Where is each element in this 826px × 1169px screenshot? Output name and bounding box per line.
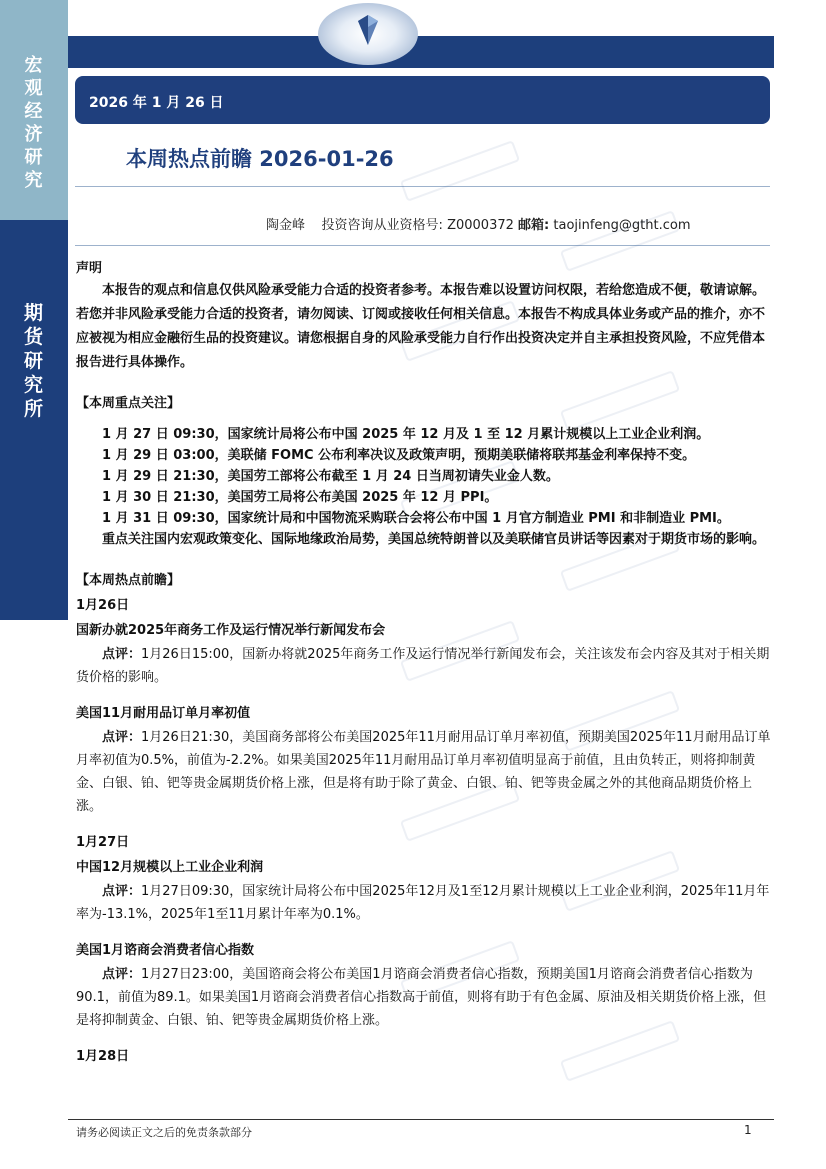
event-title: 国新办就2025年商务工作及运行情况举行新闻发布会 — [76, 623, 386, 638]
preview-list — [76, 595, 772, 1067]
event-title: 美国11月耐用品订单月率初值 — [76, 706, 251, 721]
event-comment — [76, 880, 772, 926]
report-date: 2026 年 1 月 26 日 — [89, 95, 224, 111]
sidebar-char: 货 — [23, 326, 44, 348]
focus-item: 1 月 29 日 21:30，美国劳工部将公布截至 1 月 24 日当周初请失业金人数。 — [102, 469, 559, 484]
qualification-label: 投资咨询从业资格号: — [321, 218, 443, 233]
event-comment — [76, 726, 772, 818]
sidebar-char: 究 — [24, 170, 44, 191]
disclaimer-heading: 声明 — [76, 261, 103, 276]
header-band — [68, 36, 774, 68]
sidebar-label-macro — [0, 54, 68, 192]
comment-label: 点评： — [102, 967, 142, 982]
company-logo — [318, 3, 418, 65]
comment-label: 点评： — [102, 647, 142, 662]
author-name: 陶金峰 — [266, 218, 306, 233]
sidebar-char: 研 — [24, 147, 44, 168]
report-body — [76, 254, 772, 1071]
diamond-icon — [354, 13, 382, 47]
sidebar-char: 观 — [24, 78, 44, 99]
report-title: 本周热点前瞻 2026-01-26 — [126, 147, 394, 171]
focus-item: 1 月 30 日 21:30，美国劳工局将公布美国 2025 年 12 月 PPI。 — [102, 490, 498, 505]
comment-label: 点评： — [102, 730, 142, 745]
comment-label: 点评： — [102, 884, 142, 899]
event-comment — [76, 963, 772, 1032]
sidebar-char: 经 — [24, 101, 44, 122]
sidebar-char: 究 — [23, 374, 44, 396]
sidebar-char: 宏 — [24, 55, 44, 76]
event-title: 美国1月谘商会消费者信心指数 — [76, 943, 255, 958]
comment-text: 1月27日23:00，美国谘商会将公布美国1月谘商会消费者信心指数，预期美国1月谘商会消费者信心指数为90.1，前值为89.1。如果美国1月谘商会消费者信心指数高于前值，则将有助于有色金属、原油及相关期货价格上涨，但是将抑制黄金、白银、铂、钯等贵金属期货价格上涨。 — [76, 967, 767, 1028]
focus-list — [76, 424, 772, 529]
watermark-mark — [400, 140, 520, 202]
sidebar-char: 研 — [23, 350, 44, 372]
event-comment — [76, 643, 772, 689]
sidebar-label-futures — [0, 301, 68, 421]
comment-text: 1月26日15:00，国新办将就2025年商务工作及运行情况举行新闻发布会，关注该发布会内容及其对于相关期货价格的影响。 — [76, 647, 770, 685]
comment-text: 1月27日09:30，国家统计局将公布中国2025年12月及1至12月累计规模以上工业企业利润，2025年11月年率为-13.1%，2025年1至11月累计年率为0.1%。 — [76, 884, 770, 922]
preview-day: 1月26日 — [76, 598, 130, 613]
sidebar-char: 济 — [24, 124, 44, 145]
preview-day: 1月28日 — [76, 1049, 130, 1064]
author-email: taojinfeng@gtht.com — [553, 218, 691, 233]
event-title: 中国12月规模以上工业企业利润 — [76, 860, 264, 875]
page-number: 1 — [744, 1123, 752, 1137]
date-banner — [75, 76, 770, 124]
focus-item: 1 月 31 日 09:30，国家统计局和中国物流采购联合会将公布中国 1 月官方制造业 PMI 和非制造业 PMI。 — [102, 511, 730, 526]
focus-summary: 重点关注国内宏观政策变化、国际地缘政治局势，美国总统特朗普以及美联储官员讲话等因素对于期货市场的影响。 — [102, 532, 766, 547]
author-line — [266, 214, 691, 233]
qualification-number: Z0000372 — [447, 218, 514, 233]
footer-divider — [68, 1119, 774, 1120]
preview-heading: 【本周热点前瞻】 — [76, 573, 181, 588]
divider — [75, 186, 770, 187]
focus-item: 1 月 29 日 03:00，美联储 FOMC 公布利率决议及政策声明，预期美联储将联邦基金利率保持不变。 — [102, 448, 696, 463]
email-label: 邮箱: — [518, 218, 550, 233]
sidebar-char: 所 — [23, 398, 44, 420]
focus-heading: 【本周重点关注】 — [76, 396, 181, 411]
disclaimer-text: 本报告的观点和信息仅供风险承受能力合适的投资者参考。本报告难以设置访问权限，若给您造成不便，敬请谅解。若您并非风险承受能力合适的投资者，请勿阅读、订阅或接收任何相关信息。本报告不构成具体业务或产品的推介，亦不应被视为相应金融衍生品的投资建议。请您根据自身的风险承受能力自行作出投资决定并自主承担投资风险，不应凭借本报告进行具体操作。 — [76, 283, 766, 370]
focus-item: 1 月 27 日 09:30，国家统计局将公布中国 2025 年 12 月及 1 至 12 月累计规模以上工业企业利润。 — [102, 427, 710, 442]
footer-note: 请务必阅读正文之后的免责条款部分 — [76, 1126, 252, 1139]
comment-text: 1月26日21:30，美国商务部将公布美国2025年11月耐用品订单月率初值，预期美国2025年11月耐用品订单月率初值为0.5%，前值为-2.2%。如果美国2025年11月耐用品订单月率初值明显高于前值，且由负转正，则将抑制黄金、白银、铂、钯等贵金属期货价格上涨，但是将有助于除了黄金、白银、铂、钯等贵金属之外的其他商品期货价格上涨。 — [76, 730, 771, 814]
divider — [75, 245, 770, 246]
preview-day: 1月27日 — [76, 835, 130, 850]
sidebar-char: 期 — [23, 302, 44, 324]
